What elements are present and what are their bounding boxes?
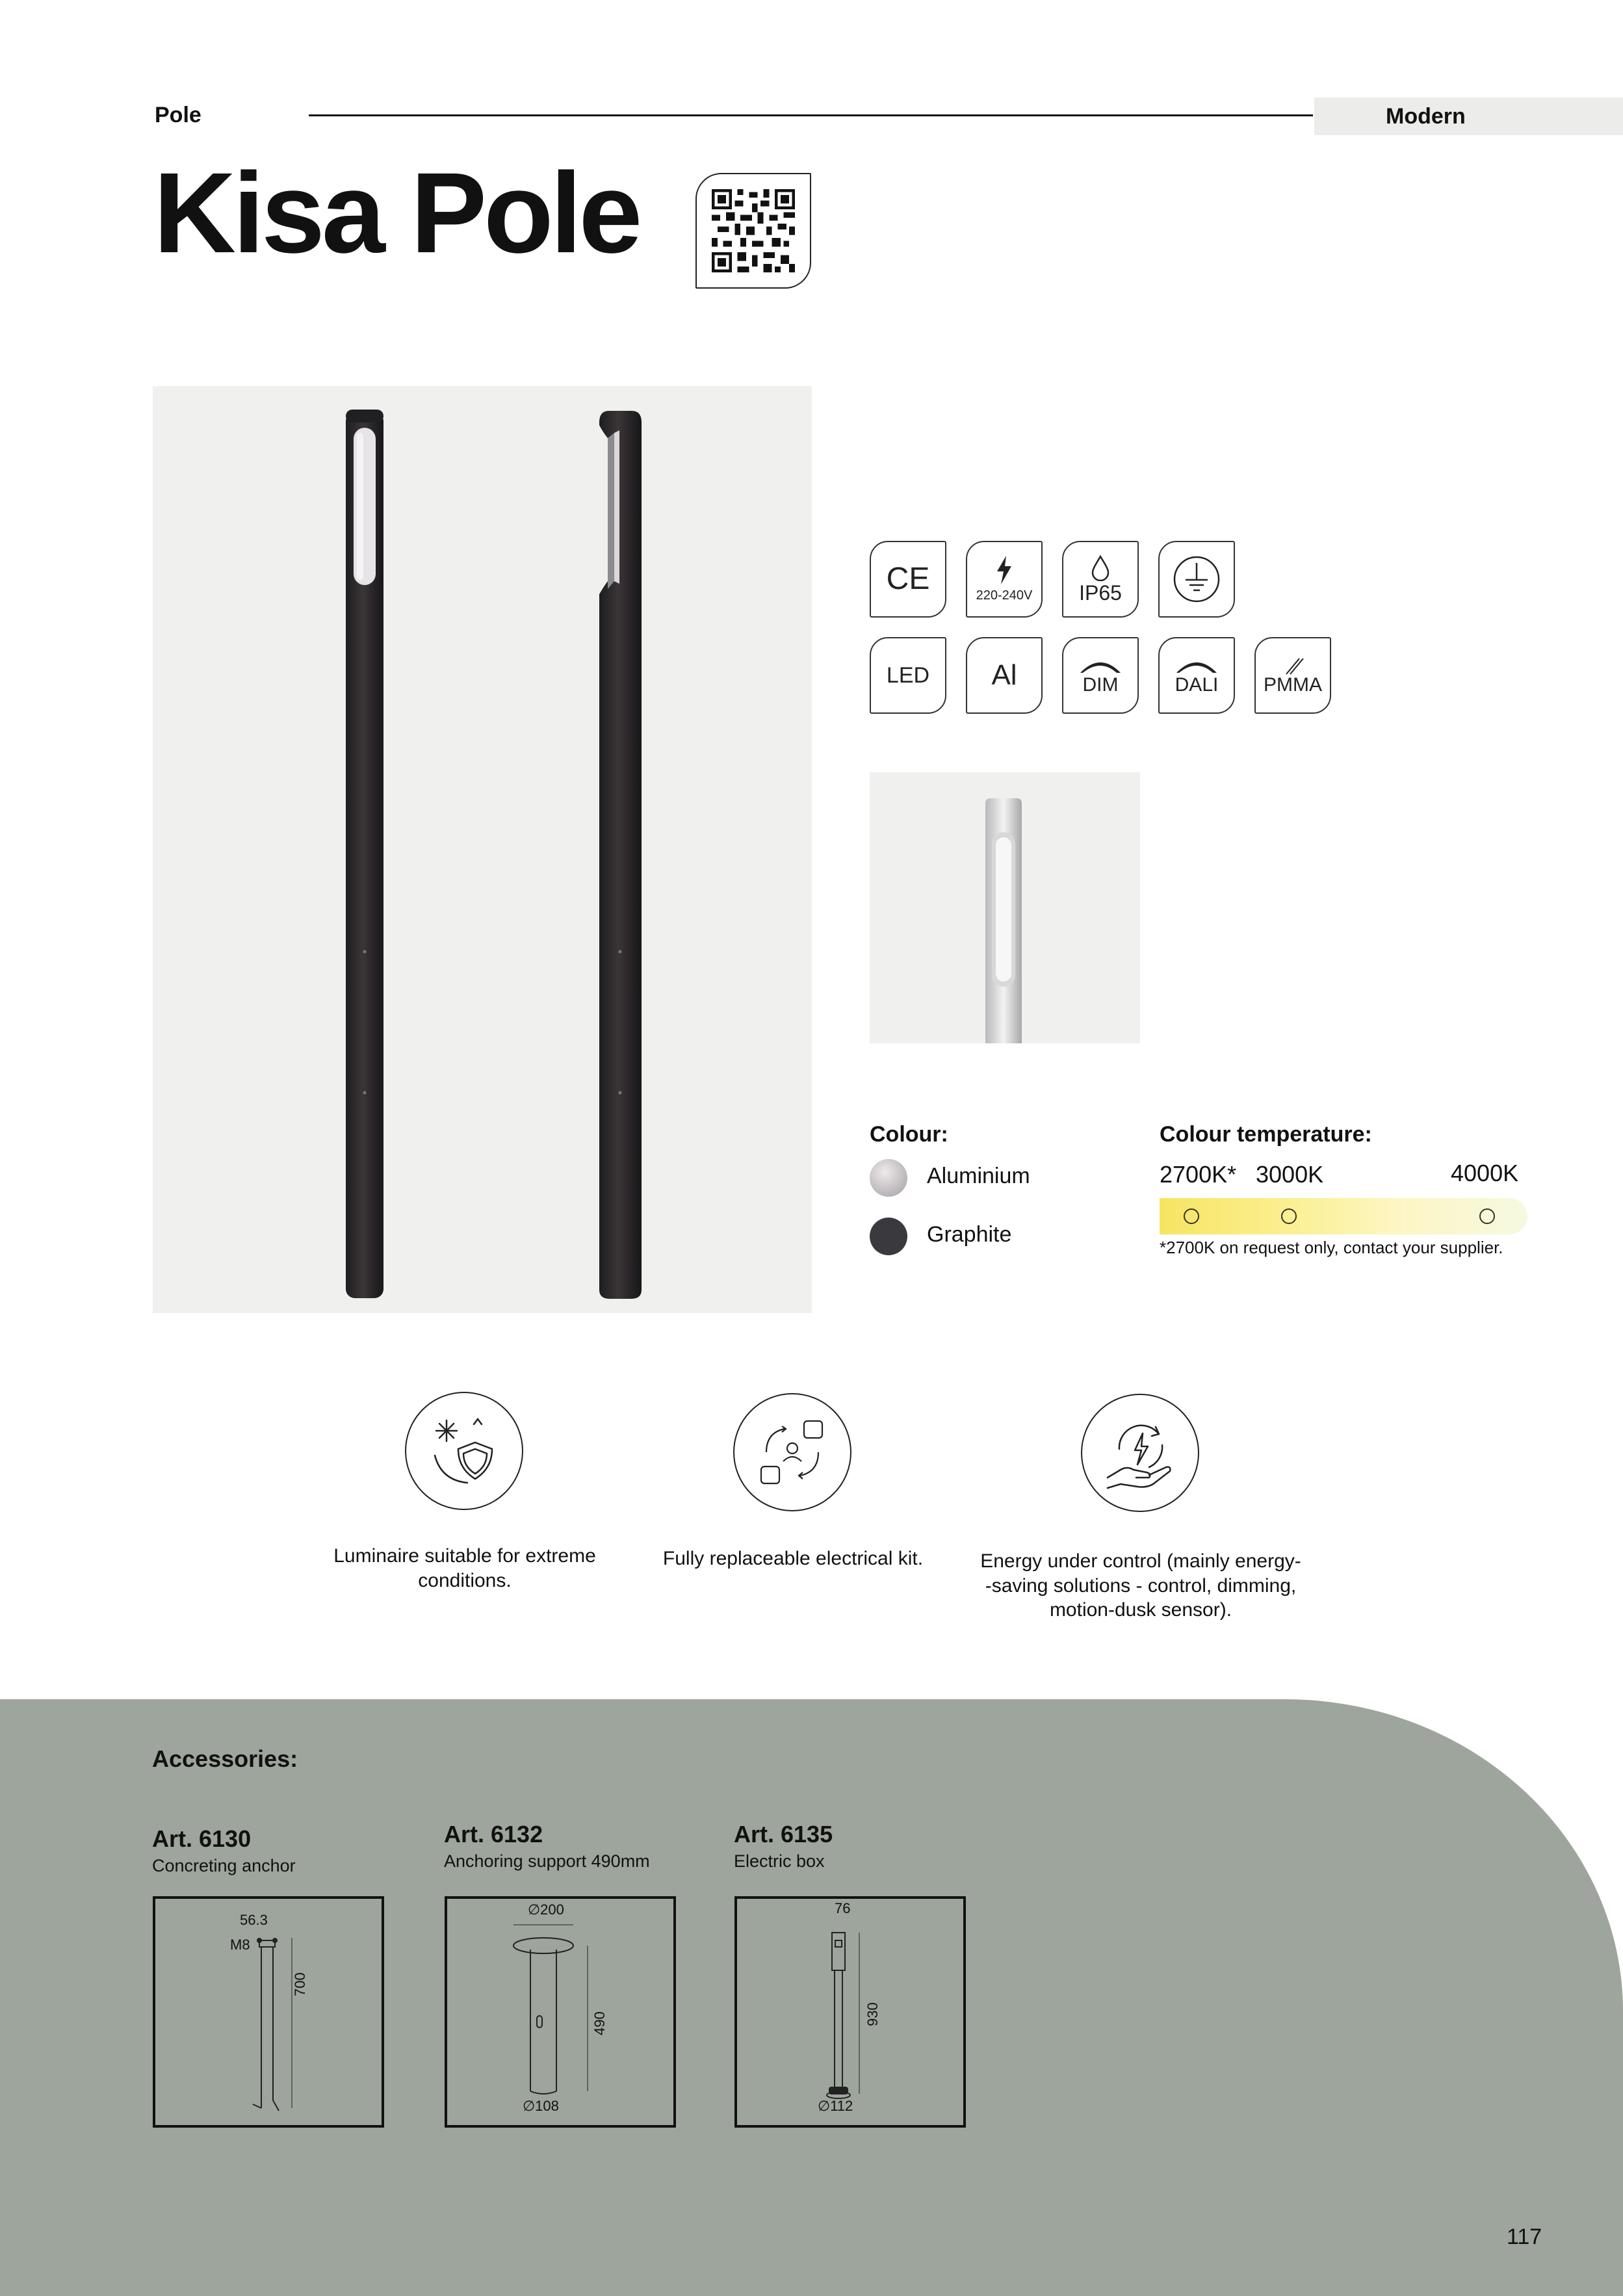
replaceable-kit-icon [733, 1393, 851, 1511]
accessory-2-drawing [445, 1896, 676, 2128]
accessory-1-drawing [153, 1896, 384, 2128]
feature-2-line-1: Fully replaceable electrical kit. [662, 1548, 924, 1569]
aluminium-icon [966, 637, 1043, 714]
accessories-title: Accessories: [152, 1745, 298, 1772]
qr-code-icon[interactable] [695, 173, 811, 289]
colour-temperature-note: *2700K on request only, contact your supplier. [1160, 1238, 1503, 1257]
accessory-1-dim-thread: M8 [230, 1937, 250, 1953]
dimming-icon [1062, 637, 1139, 714]
ce-mark-icon [870, 541, 946, 618]
pmma-label: PMMA [1264, 674, 1322, 696]
accessory-2-dim-height: 490 [591, 2011, 608, 2035]
colour-name-graphite: Graphite [927, 1222, 1012, 1247]
accessory-3-description: Electric box [734, 1851, 825, 1871]
style-tag [1314, 98, 1623, 135]
dali-label: DALI [1175, 674, 1219, 696]
ct-value-4000: 4000K [1451, 1160, 1519, 1186]
feature-text-extreme-conditions [312, 1544, 617, 1593]
water-drop-icon [1062, 541, 1139, 618]
accessory-3-dim-diameter: ∅112 [818, 2098, 853, 2114]
dim-label: DIM [1082, 674, 1119, 696]
detail-photo [870, 772, 1140, 1043]
accessory-3-art-number: Art. 6135 [734, 1821, 833, 1847]
colour-swatch-aluminium[interactable] [870, 1159, 907, 1197]
ct-value-3000: 3000K [1256, 1161, 1324, 1188]
ip-rating-label: IP65 [1079, 581, 1122, 605]
ct-dot-3000[interactable] [1281, 1208, 1297, 1224]
feature-text-replaceable-kit [650, 1546, 936, 1571]
style-tag-label: Modern [1386, 103, 1466, 129]
accessory-3-drawing [734, 1896, 966, 2128]
ce-mark-label: CE [886, 562, 930, 596]
feature-3-line-3: motion-dusk sensor). [1049, 1599, 1232, 1621]
led-icon [870, 637, 946, 714]
accessory-3-dim-height: 930 [864, 2002, 881, 2026]
ct-value-2700: 2700K* [1160, 1161, 1237, 1188]
accessory-2-dim-top-diameter: ∅200 [528, 1901, 564, 1918]
pmma-icon [1254, 637, 1331, 714]
led-label: LED [886, 663, 930, 688]
dali-icon [1158, 637, 1235, 714]
accessory-1-dim-width: 56.3 [240, 1912, 268, 1928]
ct-dot-2700[interactable] [1184, 1208, 1199, 1224]
feature-1-line-1: Luminaire suitable for extreme [333, 1545, 596, 1567]
energy-hand-icon [1081, 1394, 1199, 1512]
page-title: Kisa Pole [153, 150, 640, 277]
accessory-1-dim-height: 700 [292, 1972, 308, 1996]
colour-swatch-graphite[interactable] [870, 1218, 907, 1255]
colour-name-aluminium: Aluminium [927, 1164, 1030, 1188]
category-label: Pole [155, 103, 201, 127]
snowflake-shield-icon [405, 1392, 523, 1510]
accessory-2-art-number: Art. 6132 [444, 1821, 543, 1847]
page-number: 117 [1507, 2224, 1542, 2249]
feature-3-line-2: -saving solutions - control, dimming, [985, 1574, 1297, 1597]
header-divider [309, 114, 1313, 116]
feature-text-energy-control [962, 1549, 1319, 1623]
product-photo [153, 386, 812, 1313]
accessory-2-description: Anchoring support 490mm [444, 1851, 650, 1871]
accessory-1-description: Concreting anchor [152, 1856, 296, 1875]
voltage-label: 220-240V [976, 588, 1033, 603]
feature-1-line-2: conditions. [418, 1569, 512, 1591]
colour-title: Colour: [870, 1122, 948, 1147]
colour-temperature-title: Colour temperature: [1160, 1122, 1372, 1147]
aluminium-label: Al [991, 659, 1017, 691]
earth-ground-icon [1158, 541, 1235, 618]
lightning-icon [966, 541, 1043, 618]
accessory-2-dim-bottom-diameter: ∅108 [523, 2098, 559, 2114]
colour-temperature-bar [1160, 1198, 1527, 1234]
feature-3-line-1: Energy under control (mainly energy- [980, 1550, 1301, 1572]
ct-dot-4000[interactable] [1479, 1208, 1495, 1224]
accessory-3-dim-width: 76 [835, 1900, 851, 1916]
accessory-1-art-number: Art. 6130 [152, 1825, 252, 1852]
